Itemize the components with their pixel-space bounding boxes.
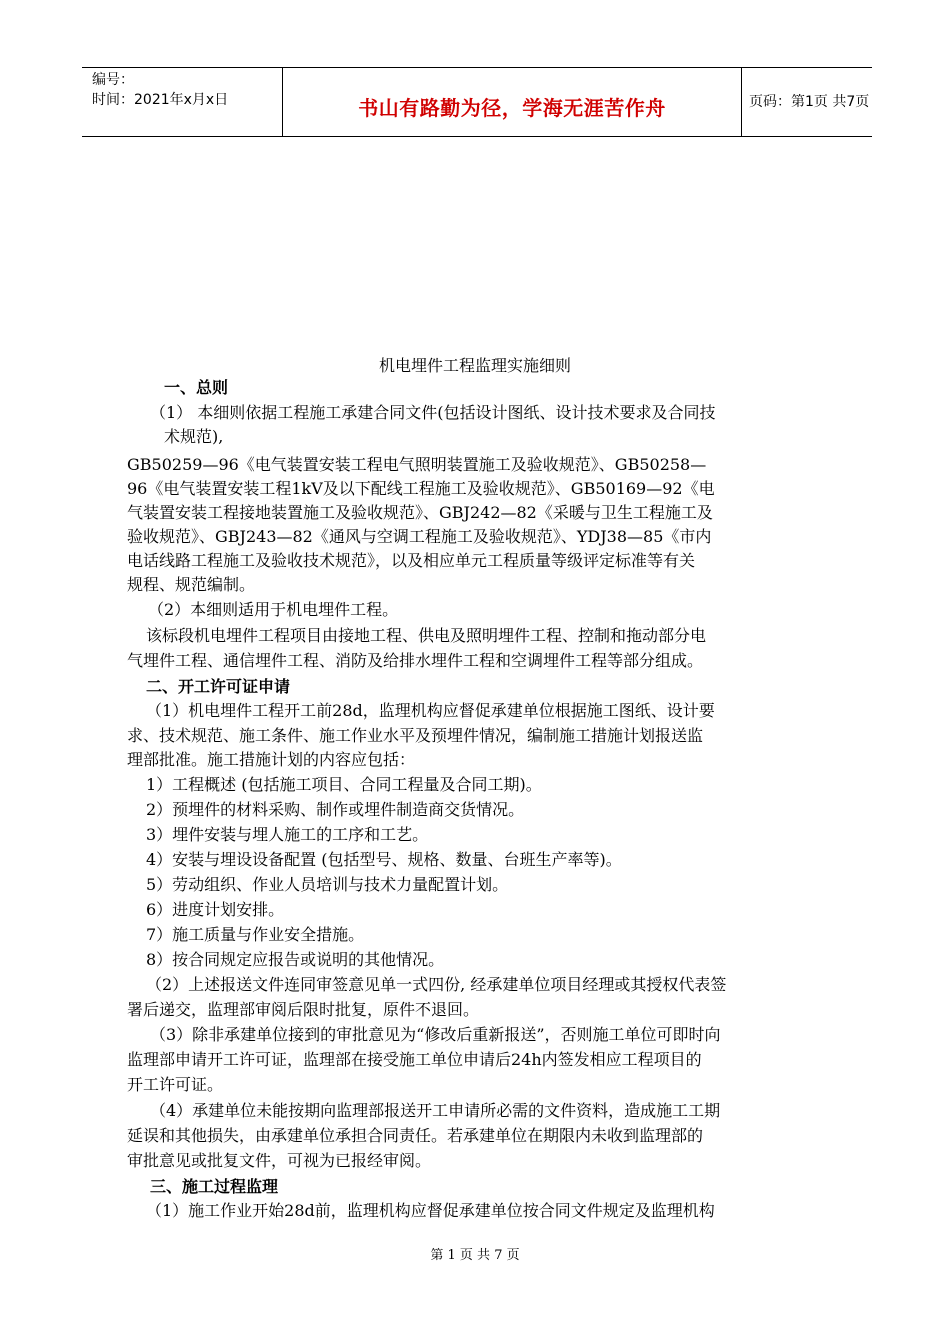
paragraph-line: （1）施工作业开始28d前，监理机构应督促承建单位按合同文件规定及监理机构 <box>146 1201 715 1220</box>
list-item: 5）劳动组织、作业人员培训与技术力量配置计划。 <box>146 875 509 894</box>
paragraph-line: 署后递交，监理部审阅后限时批复，原件不退回。 <box>127 1000 480 1019</box>
list-item: 7）施工质量与作业安全措施。 <box>146 925 365 944</box>
paragraph-line: 96《电气装置安装工程1kV及以下配线工程施工及验收规范》、GB50169—92《电 <box>127 479 715 498</box>
header-motto-cell <box>282 68 742 136</box>
page-footer: 第 1 页 共 7 页 <box>430 1248 520 1263</box>
paragraph-line: 求、技术规范、施工条件、施工作业水平及预埋件情况，编制施工措施计划报送监 <box>127 726 704 745</box>
paragraph-line: 气装置安装工程接地装置施工及验收规范》、GBJ242—82《采暖与卫生工程施工及 <box>127 503 713 522</box>
paragraph-line: （2）上述报送文件连同审签意见单一式四份, 经承建单位项目经理或其授权代表签 <box>146 975 727 994</box>
paragraph-line: 监理部申请开工许可证，监理部在接受施工单位申请后24h内签发相应工程项目的 <box>127 1050 702 1069</box>
paragraph-line: 气埋件工程、通信埋件工程、消防及给排水埋件工程和空调埋件工程等部分组成。 <box>127 651 704 670</box>
motto-text: 书山有路勤为径，学海无涯苦作舟 <box>358 96 666 120</box>
list-item: 8）按合同规定应报告或说明的其他情况。 <box>146 950 445 969</box>
section-heading: 一、总则 <box>164 378 229 397</box>
paragraph-line: （2）本细则适用于机电埋件工程。 <box>148 600 399 619</box>
time-label: 时间：2021年x月x日 <box>92 92 229 108</box>
paragraph-line: （1） 本细则依据工程施工承建合同文件(包括设计图纸、设计技术要求及合同技 <box>150 403 716 422</box>
list-item: 2）预埋件的材料采购、制作或埋件制造商交货情况。 <box>146 800 525 819</box>
paragraph-line: 该标段机电埋件工程项目由接地工程、供电及照明埋件工程、控制和拖动部分电 <box>146 626 707 645</box>
list-item: 4）安装与埋设设备配置 (包括型号、规格、数量、台班生产率等)。 <box>146 850 622 869</box>
number-label: 编号： <box>92 72 134 88</box>
section-heading: 三、施工过程监理 <box>150 1177 279 1196</box>
paragraph-line: （4）承建单位未能按期向监理部报送开工申请所必需的文件资料，造成施工工期 <box>150 1101 721 1120</box>
paragraph-line: 审批意见或批复文件，可视为已报经审阅。 <box>127 1151 432 1170</box>
page-header <box>82 67 872 137</box>
list-item: 1）工程概述 (包括施工项目、合同工程量及合同工期)。 <box>146 775 542 794</box>
paragraph-line: （3）除非承建单位接到的审批意见为“修改后重新报送”，否则施工单位可即时向 <box>150 1025 721 1044</box>
header-page-cell <box>741 68 872 136</box>
paragraph-line: GB50259—96《电气装置安装工程电气照明装置施工及验收规范》、GB50258— <box>127 455 707 474</box>
document-title: 机电埋件工程监理实施细则 <box>378 356 571 375</box>
paragraph-line: 术规范), <box>164 427 224 446</box>
paragraph-line: 理部批准。施工措施计划的内容应包括： <box>127 750 416 769</box>
paragraph-line: 验收规范》、GBJ243—82《通风与空调工程施工及验收规范》、YDJ38—85《市内 <box>127 527 712 546</box>
list-item: 6）进度计划安排。 <box>146 900 285 919</box>
paragraph-line: 规程、规范编制。 <box>127 575 256 594</box>
paragraph-line: （1）机电埋件工程开工前28d，监理机构应督促承建单位根据施工图纸、设计要 <box>146 701 715 720</box>
page-info: 页码：第1页 共7页 <box>749 94 870 110</box>
list-item: 3）埋件安装与埋人施工的工序和工艺。 <box>146 825 429 844</box>
paragraph-line: 电话线路工程施工及验收技术规范》，以及相应单元工程质量等级评定标准等有关 <box>127 551 696 570</box>
section-heading: 二、开工许可证申请 <box>146 677 291 696</box>
header-meta-cell <box>82 68 282 136</box>
paragraph-line: 开工许可证。 <box>127 1075 224 1094</box>
paragraph-line: 延误和其他损失，由承建单位承担合同责任。若承建单位在期限内未收到监理部的 <box>127 1126 704 1145</box>
